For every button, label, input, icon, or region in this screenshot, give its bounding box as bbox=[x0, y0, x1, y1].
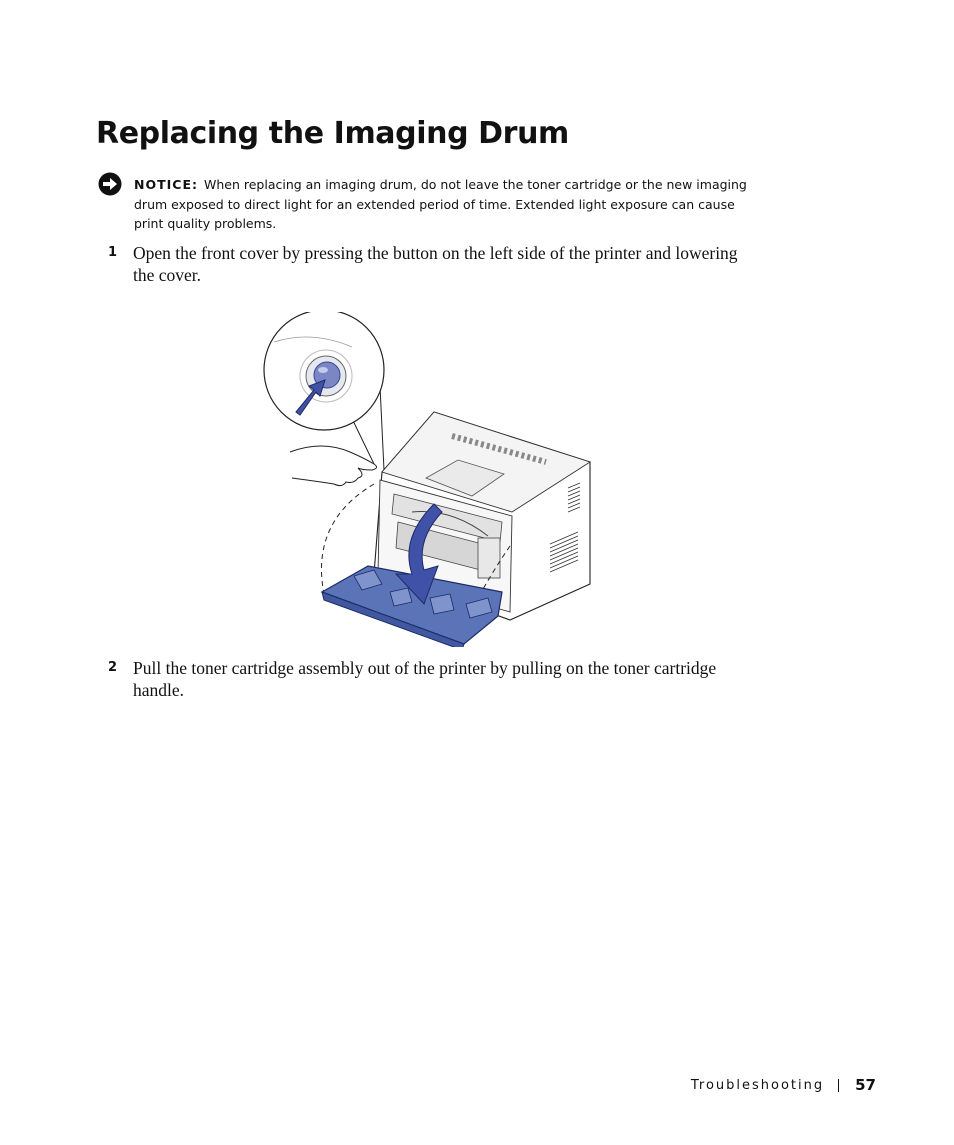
notice-body: When replacing an imaging drum, do not leave the toner cartridge or the new imaging drum exposed to direct light for an extended period of time. Extended light exposure can cause print quality problems. bbox=[134, 177, 747, 231]
step-number: 2 bbox=[108, 660, 118, 675]
hand-icon bbox=[290, 446, 377, 486]
notice-label: NOTICE: bbox=[134, 177, 198, 192]
step-number: 1 bbox=[108, 245, 118, 260]
footer-divider bbox=[838, 1079, 839, 1092]
arrow-right-circle-icon bbox=[98, 172, 122, 196]
page-title: Replacing the Imaging Drum bbox=[96, 116, 569, 151]
printer-illustration-svg bbox=[262, 312, 597, 647]
step-text: Open the front cover by pressing the button on the left side of the printer and lowering the cover. bbox=[133, 243, 738, 285]
notice-text bbox=[134, 175, 754, 234]
page-number: 57 bbox=[855, 1076, 876, 1094]
footer-section-name: Troubleshooting bbox=[690, 1077, 825, 1093]
page-footer bbox=[691, 1076, 876, 1094]
step-text: Pull the toner cartridge assembly out of the printer by pulling on the toner cartridge handle. bbox=[133, 658, 717, 700]
printer-front-cover-illustration bbox=[262, 312, 597, 647]
